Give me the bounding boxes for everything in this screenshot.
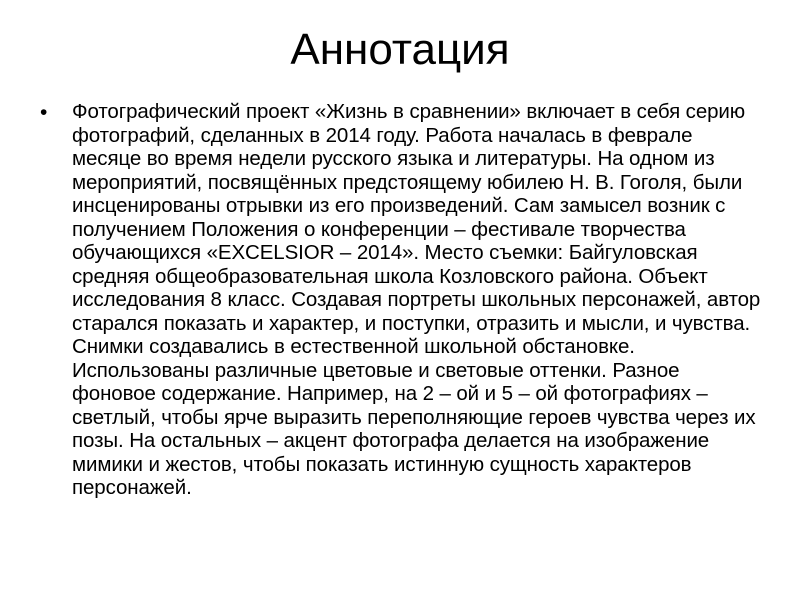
bullet-icon: • [40,101,48,124]
annotation-paragraph: Фотографический проект «Жизнь в сравнении» включает в себя серию фотографий, сделанных в 2014 году. Работа началась в феврале месяце во время недели русского языка и литературы. На одном из мероприятий, посвящённых предстоящему юбилею Н. В. Гоголя, были инсценированы отрывки из его произведений. Сам замысел возник с получением Положения о конференции – фестивале творчества обучающихся «EXCELSIOR – 2014». Место съемки: Байгуловская средняя общеобразовательная школа Козловского района. Объект исследования 8 класс. Создавая портреты школьных персонажей, автор старался показать и характер, и поступки, отразить и мысли, и чувства. Снимки создавались в естественной школьной обстановке. Использованы различные цветовые и световые оттенки. Разное фоновое содержание. Например, на 2 – ой и 5 – ой фотографиях – светлый, чтобы ярче выразить переполняющие героев чувства через их позы. На остальных – акцент фотографа делается на изображение мимики и жестов, чтобы показать истинную сущность характеров персонажей. [72,100,761,499]
slide-title: Аннотация [290,25,510,74]
